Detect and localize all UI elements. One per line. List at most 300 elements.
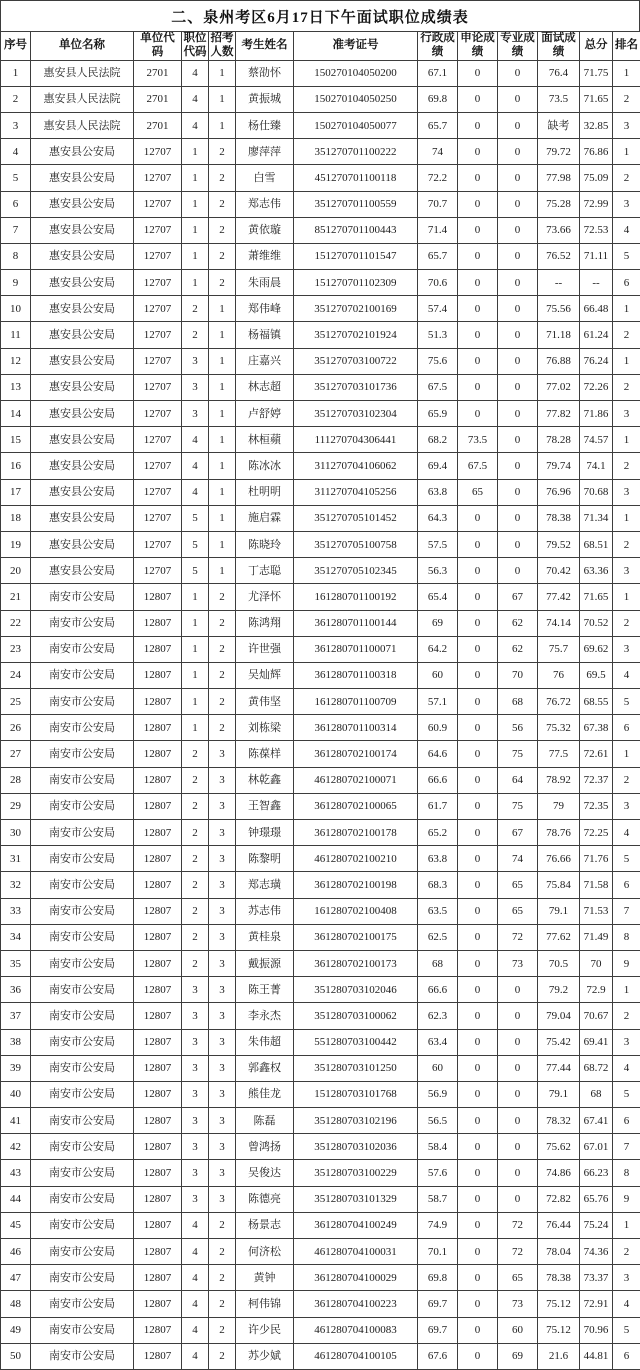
- table-cell: 0: [458, 1291, 498, 1317]
- table-cell: 39: [1, 1055, 31, 1081]
- table-cell: 47: [1, 1265, 31, 1291]
- table-cell: 12807: [134, 1108, 182, 1134]
- table-cell: 63.4: [418, 1029, 458, 1055]
- table-cell: 1: [613, 977, 640, 1003]
- table-cell: 31: [1, 846, 31, 872]
- table-cell: 4: [182, 479, 209, 505]
- table-cell: 351270703102304: [294, 401, 418, 427]
- table-cell: 惠安县公安局: [31, 348, 134, 374]
- table-cell: 361280701100071: [294, 636, 418, 662]
- table-cell: 12707: [134, 322, 182, 348]
- table-cell: 12807: [134, 898, 182, 924]
- table-cell: 73.5: [458, 427, 498, 453]
- table-cell: 刘栋梁: [236, 715, 294, 741]
- table-cell: 12707: [134, 139, 182, 165]
- table-cell: 72.26: [580, 374, 613, 400]
- table-cell: 26: [1, 715, 31, 741]
- table-cell: 惠安县公安局: [31, 479, 134, 505]
- table-cell: 68: [498, 689, 538, 715]
- table-cell: 161280702100408: [294, 898, 418, 924]
- table-cell: 2: [209, 1239, 236, 1265]
- table-cell: 32.85: [580, 112, 613, 138]
- table-cell: 7: [1, 217, 31, 243]
- column-header: 序号: [1, 32, 31, 61]
- table-cell: 44.81: [580, 1343, 613, 1369]
- table-cell: 12707: [134, 453, 182, 479]
- table-cell: 77.98: [538, 165, 580, 191]
- table-cell: 12707: [134, 217, 182, 243]
- table-cell: 74: [498, 846, 538, 872]
- table-cell: 1: [209, 505, 236, 531]
- table-cell: 361280702100174: [294, 741, 418, 767]
- table-cell: 0: [498, 531, 538, 557]
- table-cell: 311270704106062: [294, 453, 418, 479]
- table-cell: 黄钟: [236, 1265, 294, 1291]
- table-row: [1, 558, 640, 584]
- table-cell: 16: [1, 453, 31, 479]
- table-cell: 67.5: [418, 374, 458, 400]
- table-cell: 0: [498, 374, 538, 400]
- table-cell: 南安市公安局: [31, 610, 134, 636]
- table-cell: 37: [1, 1003, 31, 1029]
- table-cell: 71.58: [580, 872, 613, 898]
- table-cell: 1: [209, 531, 236, 557]
- table-cell: 惠安县公安局: [31, 505, 134, 531]
- table-cell: 3: [209, 1055, 236, 1081]
- table-row: [1, 374, 640, 400]
- table-cell: 0: [458, 1055, 498, 1081]
- table-cell: 5: [613, 1081, 640, 1107]
- table-cell: 12807: [134, 1003, 182, 1029]
- table-cell: 73.66: [538, 217, 580, 243]
- table-cell: 3: [613, 112, 640, 138]
- table-cell: 3: [209, 741, 236, 767]
- table-cell: 56.5: [418, 1108, 458, 1134]
- table-cell: 70.5: [538, 950, 580, 976]
- table-cell: 6: [613, 1108, 640, 1134]
- table-row: [1, 950, 640, 976]
- table-cell: 69.5: [580, 662, 613, 688]
- table-cell: 68: [418, 950, 458, 976]
- table-cell: 杜明明: [236, 479, 294, 505]
- table-row: [1, 584, 640, 610]
- table-cell: 69: [498, 1343, 538, 1369]
- table-row: [1, 689, 640, 715]
- table-cell: 63.8: [418, 479, 458, 505]
- table-cell: 12807: [134, 1055, 182, 1081]
- table-cell: 1: [613, 60, 640, 86]
- table-cell: 75: [498, 741, 538, 767]
- column-header: 排名: [613, 32, 640, 61]
- table-cell: 苏少娬: [236, 1343, 294, 1369]
- table-cell: 68.3: [418, 872, 458, 898]
- table-cell: 72: [498, 1212, 538, 1238]
- table-cell: 12807: [134, 584, 182, 610]
- table-cell: 2: [209, 610, 236, 636]
- table-row: [1, 1343, 640, 1369]
- table-cell: 2: [182, 950, 209, 976]
- column-header: 专业成绩: [498, 32, 538, 61]
- table-cell: 3: [209, 872, 236, 898]
- table-cell: 61.7: [418, 793, 458, 819]
- table-cell: 70.96: [580, 1317, 613, 1343]
- table-cell: 何济松: [236, 1239, 294, 1265]
- table-cell: --: [538, 270, 580, 296]
- table-cell: 76.72: [538, 689, 580, 715]
- table-cell: 吴俊达: [236, 1160, 294, 1186]
- table-cell: 38: [1, 1029, 31, 1055]
- table-cell: 0: [458, 243, 498, 269]
- table-cell: 0: [498, 86, 538, 112]
- column-header: 考生姓名: [236, 32, 294, 61]
- table-cell: 75.09: [580, 165, 613, 191]
- table-cell: 48: [1, 1291, 31, 1317]
- table-cell: 60: [418, 1055, 458, 1081]
- table-cell: 461280704100083: [294, 1317, 418, 1343]
- table-cell: 2: [209, 584, 236, 610]
- table-cell: 12807: [134, 846, 182, 872]
- table-cell: 0: [458, 1212, 498, 1238]
- table-cell: 351280703102046: [294, 977, 418, 1003]
- table-cell: 0: [458, 217, 498, 243]
- table-cell: 3: [209, 1160, 236, 1186]
- table-cell: 3: [209, 767, 236, 793]
- table-cell: 12807: [134, 977, 182, 1003]
- table-cell: 23: [1, 636, 31, 662]
- table-cell: 60: [418, 662, 458, 688]
- table-cell: 1: [182, 636, 209, 662]
- table-cell: 77.42: [538, 584, 580, 610]
- table-cell: 17: [1, 479, 31, 505]
- table-cell: 0: [498, 243, 538, 269]
- table-cell: 76: [538, 662, 580, 688]
- table-cell: 1: [613, 427, 640, 453]
- table-row: [1, 217, 640, 243]
- table-cell: 69.4: [418, 453, 458, 479]
- column-header: 单位代码: [134, 32, 182, 61]
- table-cell: 64.6: [418, 741, 458, 767]
- table-cell: 南安市公安局: [31, 1239, 134, 1265]
- table-cell: 0: [458, 793, 498, 819]
- table-cell: 南安市公安局: [31, 636, 134, 662]
- table-cell: 5: [613, 243, 640, 269]
- column-header: 总分: [580, 32, 613, 61]
- table-cell: 0: [458, 322, 498, 348]
- table-cell: 3: [209, 977, 236, 1003]
- table-cell: 67.01: [580, 1134, 613, 1160]
- table-cell: 75.6: [418, 348, 458, 374]
- table-row: [1, 165, 640, 191]
- table-cell: 12807: [134, 741, 182, 767]
- table-cell: 67: [498, 820, 538, 846]
- table-cell: 5: [613, 1317, 640, 1343]
- table-cell: 77.62: [538, 924, 580, 950]
- table-row: [1, 139, 640, 165]
- table-cell: 67.5: [458, 453, 498, 479]
- table-cell: 351270701100559: [294, 191, 418, 217]
- table-cell: 9: [613, 950, 640, 976]
- table-cell: 79.1: [538, 898, 580, 924]
- table-cell: 2: [613, 453, 640, 479]
- table-cell: 62: [498, 610, 538, 636]
- table-cell: 12807: [134, 662, 182, 688]
- table-cell: 杨景志: [236, 1212, 294, 1238]
- table-cell: 111270704306441: [294, 427, 418, 453]
- table-cell: 南安市公安局: [31, 820, 134, 846]
- table-cell: 8: [1, 243, 31, 269]
- table-cell: 南安市公安局: [31, 584, 134, 610]
- table-cell: 49: [1, 1317, 31, 1343]
- table-cell: 46: [1, 1239, 31, 1265]
- table-cell: 2: [209, 191, 236, 217]
- table-cell: 69.62: [580, 636, 613, 662]
- table-cell: 351270705100758: [294, 531, 418, 557]
- table-cell: 南安市公安局: [31, 1108, 134, 1134]
- table-cell: 7: [613, 898, 640, 924]
- table-cell: 南安市公安局: [31, 1055, 134, 1081]
- table-cell: 72.37: [580, 767, 613, 793]
- table-cell: 南安市公安局: [31, 793, 134, 819]
- table-cell: 0: [498, 322, 538, 348]
- table-cell: 0: [458, 950, 498, 976]
- table-cell: 1: [613, 348, 640, 374]
- table-cell: 461280702100071: [294, 767, 418, 793]
- table-cell: 12807: [134, 1291, 182, 1317]
- table-cell: 1: [209, 453, 236, 479]
- table-cell: 57.4: [418, 296, 458, 322]
- table-cell: 惠安县公安局: [31, 558, 134, 584]
- table-cell: 2: [182, 322, 209, 348]
- table-cell: 12707: [134, 427, 182, 453]
- table-cell: 73.37: [580, 1265, 613, 1291]
- table-cell: 0: [498, 1029, 538, 1055]
- table-cell: 3: [209, 1081, 236, 1107]
- table-cell: 0: [458, 1081, 498, 1107]
- table-cell: 75.56: [538, 296, 580, 322]
- table-row: [1, 1029, 640, 1055]
- table-cell: 惠安县公安局: [31, 322, 134, 348]
- table-cell: 1: [182, 217, 209, 243]
- table-cell: 61.24: [580, 322, 613, 348]
- table-cell: 12807: [134, 1265, 182, 1291]
- column-header: 单位名称: [31, 32, 134, 61]
- table-row: [1, 1108, 640, 1134]
- table-cell: 70: [580, 950, 613, 976]
- table-row: [1, 1160, 640, 1186]
- table-cell: 79.04: [538, 1003, 580, 1029]
- table-cell: 2: [209, 270, 236, 296]
- table-cell: 12707: [134, 348, 182, 374]
- table-cell: 24: [1, 662, 31, 688]
- table-cell: 3: [209, 846, 236, 872]
- table-cell: 1: [209, 296, 236, 322]
- table-cell: 3: [613, 479, 640, 505]
- score-table: [0, 31, 640, 1370]
- table-cell: 1: [209, 60, 236, 86]
- table-row: [1, 505, 640, 531]
- table-cell: 南安市公安局: [31, 1029, 134, 1055]
- table-cell: 3: [182, 1003, 209, 1029]
- table-cell: 南安市公安局: [31, 1291, 134, 1317]
- table-cell: 惠安县公安局: [31, 427, 134, 453]
- table-cell: 4: [182, 1265, 209, 1291]
- table-cell: 0: [458, 662, 498, 688]
- table-cell: 1: [182, 139, 209, 165]
- table-body: [1, 60, 640, 1369]
- table-cell: 0: [458, 636, 498, 662]
- table-cell: 70.67: [580, 1003, 613, 1029]
- table-cell: 0: [498, 1108, 538, 1134]
- table-cell: 151270701102309: [294, 270, 418, 296]
- table-row: [1, 767, 640, 793]
- table-cell: 14: [1, 401, 31, 427]
- table-cell: 陈晓玲: [236, 531, 294, 557]
- table-cell: 74.9: [418, 1212, 458, 1238]
- table-cell: 77.02: [538, 374, 580, 400]
- table-row: [1, 793, 640, 819]
- table-cell: 3: [209, 924, 236, 950]
- table-cell: 3: [209, 1186, 236, 1212]
- table-cell: 12807: [134, 636, 182, 662]
- table-cell: 42: [1, 1134, 31, 1160]
- table-cell: 76.44: [538, 1212, 580, 1238]
- table-cell: 22: [1, 610, 31, 636]
- table-cell: 许少民: [236, 1317, 294, 1343]
- table-cell: 0: [498, 1081, 538, 1107]
- table-cell: 12807: [134, 1212, 182, 1238]
- table-cell: 4: [182, 1212, 209, 1238]
- table-cell: 2: [182, 793, 209, 819]
- table-cell: 461280704100031: [294, 1239, 418, 1265]
- table-cell: 68.2: [418, 427, 458, 453]
- table-row: [1, 924, 640, 950]
- table-cell: 0: [458, 898, 498, 924]
- table-cell: 2: [182, 767, 209, 793]
- table-cell: 1: [613, 741, 640, 767]
- table-cell: 12: [1, 348, 31, 374]
- table-cell: 0: [458, 1029, 498, 1055]
- table-cell: 2: [209, 1212, 236, 1238]
- table-cell: 曾鸿扬: [236, 1134, 294, 1160]
- table-cell: 73.5: [538, 86, 580, 112]
- table-cell: 21: [1, 584, 31, 610]
- table-cell: 0: [458, 531, 498, 557]
- table-cell: 0: [498, 558, 538, 584]
- table-cell: 75.42: [538, 1029, 580, 1055]
- table-cell: 2: [209, 1265, 236, 1291]
- table-cell: 2701: [134, 60, 182, 86]
- table-cell: 12807: [134, 689, 182, 715]
- table-cell: 1: [209, 374, 236, 400]
- table-row: [1, 1186, 640, 1212]
- table-cell: 南安市公安局: [31, 1317, 134, 1343]
- table-cell: 4: [613, 820, 640, 846]
- table-cell: 72.53: [580, 217, 613, 243]
- table-cell: 1: [613, 139, 640, 165]
- table-cell: 1: [613, 1212, 640, 1238]
- table-cell: 12807: [134, 1134, 182, 1160]
- table-cell: 0: [498, 1134, 538, 1160]
- table-cell: 南安市公安局: [31, 950, 134, 976]
- table-cell: 0: [498, 270, 538, 296]
- table-cell: 0: [498, 479, 538, 505]
- table-cell: 4: [182, 112, 209, 138]
- table-cell: 3: [182, 348, 209, 374]
- table-row: [1, 1239, 640, 1265]
- table-cell: 71.75: [580, 60, 613, 86]
- table-cell: 12807: [134, 1317, 182, 1343]
- table-row: [1, 1265, 640, 1291]
- table-cell: 351280703100229: [294, 1160, 418, 1186]
- table-cell: 1: [209, 558, 236, 584]
- table-cell: 64.3: [418, 505, 458, 531]
- table-cell: 2: [1, 86, 31, 112]
- table-cell: 74.14: [538, 610, 580, 636]
- table-cell: 1: [182, 584, 209, 610]
- table-cell: 南安市公安局: [31, 846, 134, 872]
- table-cell: 12807: [134, 1081, 182, 1107]
- table-cell: 12707: [134, 558, 182, 584]
- table-cell: 150270104050200: [294, 60, 418, 86]
- table-cell: 惠安县公安局: [31, 217, 134, 243]
- table-cell: 161280701100192: [294, 584, 418, 610]
- table-cell: 72.9: [580, 977, 613, 1003]
- table-cell: 77.82: [538, 401, 580, 427]
- table-row: [1, 401, 640, 427]
- table-cell: 361280701100318: [294, 662, 418, 688]
- table-cell: 5: [182, 505, 209, 531]
- table-cell: 0: [458, 1160, 498, 1186]
- table-cell: 陈冰冰: [236, 453, 294, 479]
- table-cell: 施启霖: [236, 505, 294, 531]
- table-cell: 熊佳龙: [236, 1081, 294, 1107]
- table-cell: 5: [613, 846, 640, 872]
- table-cell: 27: [1, 741, 31, 767]
- table-cell: 851270701100443: [294, 217, 418, 243]
- table-row: [1, 846, 640, 872]
- table-cell: 76.88: [538, 348, 580, 374]
- table-cell: 0: [458, 977, 498, 1003]
- table-cell: 161280701100709: [294, 689, 418, 715]
- table-cell: 67.6: [418, 1343, 458, 1369]
- table-cell: 78.38: [538, 505, 580, 531]
- table-cell: 9: [613, 1186, 640, 1212]
- table-cell: 351270703101736: [294, 374, 418, 400]
- table-cell: 78.04: [538, 1239, 580, 1265]
- table-cell: 10: [1, 296, 31, 322]
- table-cell: 12707: [134, 191, 182, 217]
- table-cell: 0: [458, 60, 498, 86]
- table-cell: 77.44: [538, 1055, 580, 1081]
- table-cell: 58.7: [418, 1186, 458, 1212]
- table-cell: 351280703102196: [294, 1108, 418, 1134]
- table-cell: 8: [613, 1160, 640, 1186]
- table-cell: 3: [182, 1134, 209, 1160]
- table-cell: 1: [182, 165, 209, 191]
- table-cell: 311270704105256: [294, 479, 418, 505]
- table-cell: 69.8: [418, 1265, 458, 1291]
- table-row: [1, 427, 640, 453]
- table-row: [1, 741, 640, 767]
- table-cell: 12707: [134, 505, 182, 531]
- table-cell: 12807: [134, 872, 182, 898]
- table-cell: 缺考: [538, 112, 580, 138]
- table-cell: 72.61: [580, 741, 613, 767]
- table-cell: 76.66: [538, 846, 580, 872]
- table-row: [1, 610, 640, 636]
- table-cell: 57.1: [418, 689, 458, 715]
- table-cell: 庄嘉兴: [236, 348, 294, 374]
